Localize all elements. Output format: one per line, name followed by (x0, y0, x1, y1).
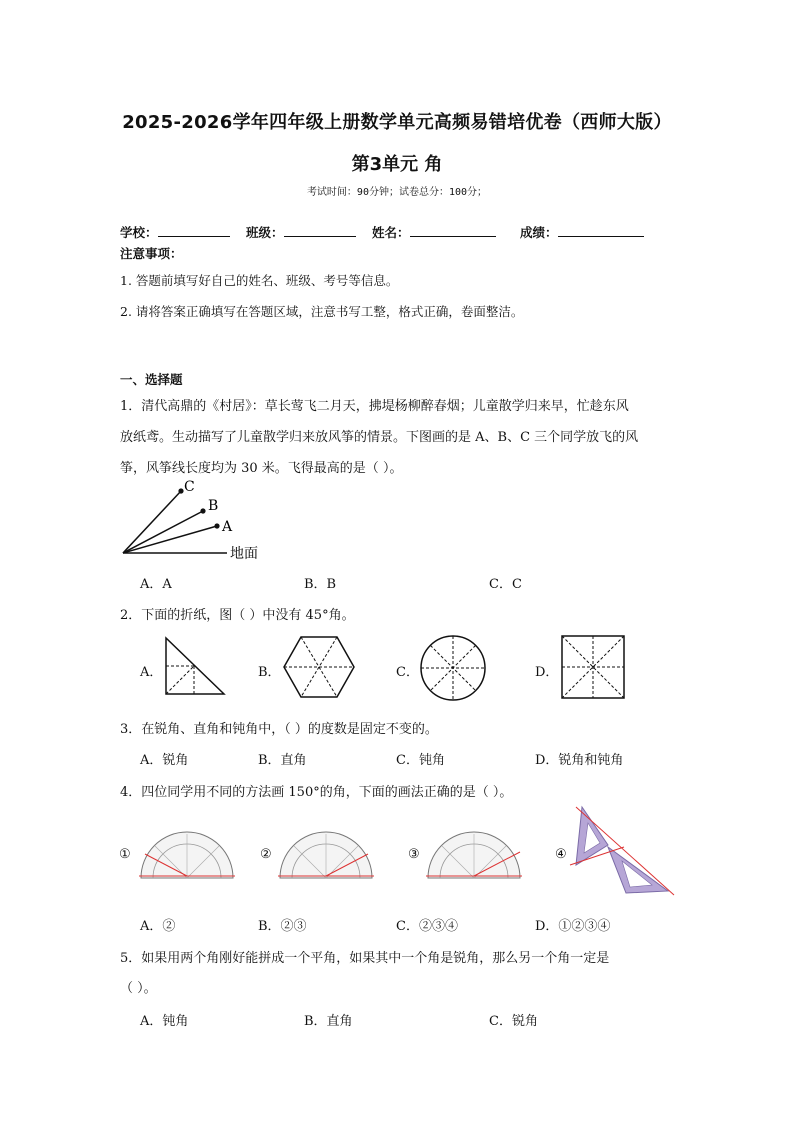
school-field[interactable] (120, 223, 230, 241)
folded-hexagon-figure[interactable] (282, 635, 356, 699)
kite-label-c: C (184, 479, 195, 495)
name-blank[interactable] (410, 224, 496, 237)
folded-circle-figure[interactable] (419, 634, 487, 702)
q3-option-a[interactable]: A．锐角 (140, 753, 189, 768)
protractor-3-number: ③ (408, 847, 420, 862)
kite-label-b: B (208, 498, 219, 514)
score-field[interactable] (520, 223, 644, 241)
question-2-line: 2．下面的折纸，图（ ）中没有 45°角。 (120, 608, 355, 623)
q5-option-c[interactable]: C．锐角 (489, 1014, 538, 1029)
q2-option-d[interactable]: D． (535, 665, 559, 680)
protractor-4-number: ④ (555, 847, 567, 862)
class-label: 班级： (246, 225, 284, 240)
q2-option-a[interactable]: A． (140, 665, 163, 680)
q2-option-b[interactable]: B． (258, 665, 281, 680)
section-heading: 一、选择题 (120, 372, 183, 387)
class-field[interactable] (246, 223, 356, 241)
name-field[interactable] (372, 223, 496, 241)
folded-square-figure[interactable] (560, 634, 628, 700)
kite-angles-figure (115, 478, 275, 568)
note-item: 2. 请将答案正确填写在答题区域，注意书写工整，格式正确，卷面整洁。 (120, 304, 524, 319)
q5-option-b[interactable]: B．直角 (304, 1014, 353, 1029)
score-label: 成绩： (520, 225, 558, 240)
q3-option-b[interactable]: B．直角 (258, 753, 307, 768)
kite-line-c (123, 491, 181, 553)
name-label: 姓名： (372, 225, 410, 240)
exam-title: 2025-2026学年四年级上册数学单元高频易错培优卷（西师大版） (122, 112, 672, 133)
kite-point-a (214, 523, 219, 528)
q1-option-c[interactable]: C．C (489, 577, 522, 592)
protractor-drawing-1[interactable] (137, 826, 237, 882)
q4-option-c[interactable]: C．②③④ (396, 919, 458, 934)
q4-option-d[interactable]: D．①②③④ (535, 919, 611, 934)
ground-label: 地面 (230, 546, 258, 562)
kite-line-a (123, 526, 217, 553)
class-blank[interactable] (284, 224, 356, 237)
q1-option-a[interactable]: A．A (140, 577, 172, 592)
q4-option-a[interactable]: A．② (140, 919, 176, 934)
q1-option-b[interactable]: B．B (304, 577, 337, 592)
q4-option-b[interactable]: B．②③ (258, 919, 307, 934)
kite-label-a: A (222, 519, 233, 535)
protractor-drawing-2[interactable] (276, 826, 376, 882)
question-3-line: 3．在锐角、直角和钝角中，（ ）的度数是固定不变的。 (120, 722, 438, 737)
kite-point-c (178, 488, 183, 493)
q3-option-d[interactable]: D．锐角和钝角 (535, 753, 624, 768)
school-label: 学校： (120, 225, 158, 240)
protractor-drawing-3[interactable] (424, 826, 524, 882)
exam-meta: 考试时间：90分钟；试卷总分：100分； (306, 187, 488, 198)
notes-heading: 注意事项： (120, 246, 183, 261)
question-5-line: 5．如果用两个角刚好能拼成一个平角，如果其中一个角是锐角，那么另一个角一定是 (120, 951, 610, 966)
question-5-line: （ ）。 (120, 981, 157, 996)
school-blank[interactable] (158, 224, 230, 237)
protractor-1-number: ① (119, 847, 131, 862)
question-1-line: 放纸鸢。生动描写了儿童散学归来放风筝的情景。下图画的是 A、B、C 三个同学放飞的风 (120, 430, 639, 445)
score-blank[interactable] (558, 224, 644, 237)
kite-point-b (200, 508, 205, 513)
question-1-line: 1．清代高鼎的《村居》：草长莺飞二月天，拂堤杨柳醉春烟；儿童散学归来早，忙趁东风 (120, 399, 629, 414)
protractor-2-number: ② (260, 847, 272, 862)
question-1-line: 筝，风筝线长度均为 30 米。飞得最高的是（ ）。 (120, 461, 403, 476)
kite-line-b (123, 511, 203, 553)
q5-option-a[interactable]: A．钝角 (140, 1014, 189, 1029)
set-square-drawing-4[interactable] (568, 803, 678, 899)
unit-title: 第3单元 角 (351, 154, 443, 175)
q2-option-c[interactable]: C． (396, 665, 419, 680)
note-item: 1. 答题前填写好自己的姓名、班级、考号等信息。 (120, 273, 399, 288)
folded-triangle-figure[interactable] (164, 636, 228, 698)
question-4-line: 4．四位同学用不同的方法画 150°的角，下面的画法正确的是（ ）。 (120, 785, 513, 800)
q3-option-c[interactable]: C．钝角 (396, 753, 445, 768)
